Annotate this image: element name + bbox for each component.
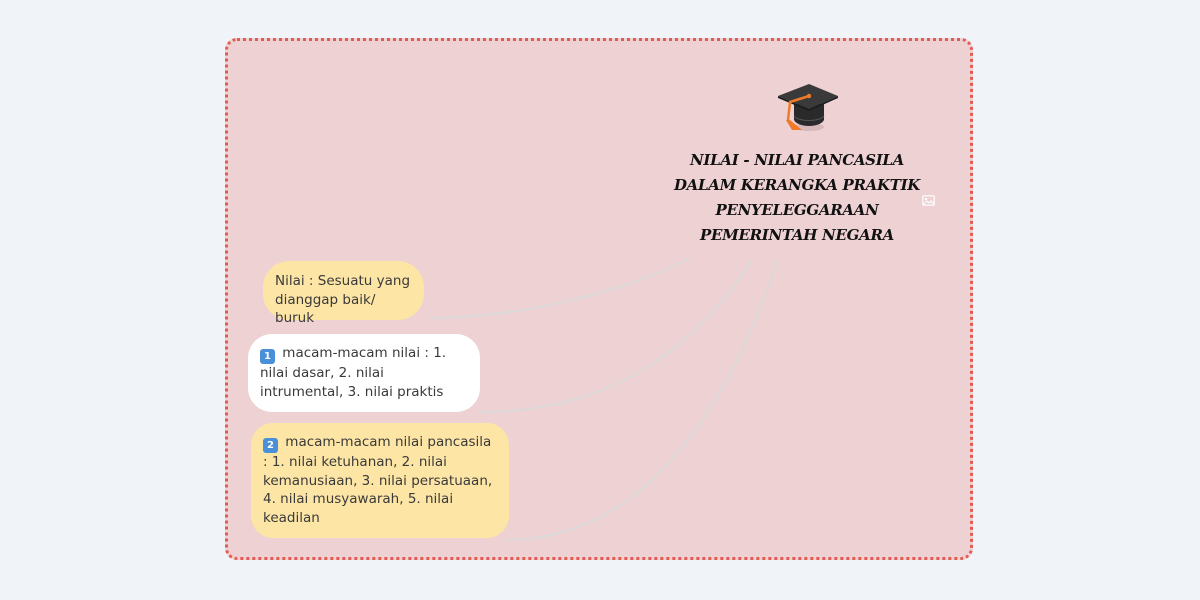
topic-node-macam-nilai[interactable] xyxy=(248,334,480,412)
topic-node-nilai[interactable] xyxy=(263,261,424,326)
keycap-1-icon: 1 xyxy=(260,349,275,364)
central-topic[interactable] xyxy=(668,148,926,248)
keycap-2-icon: 2 xyxy=(263,438,278,453)
central-topic-line: PENYELEGGARAAN xyxy=(715,201,879,219)
topic-node-macam-nilai-pancasila[interactable] xyxy=(251,423,509,538)
image-icon[interactable] xyxy=(922,191,935,202)
graduation-cap-icon xyxy=(776,80,840,136)
central-topic-line: NILAI - NILAI PANCASILA xyxy=(690,151,904,169)
topic-text: macam-macam nilai pancasila : 1. nilai ketuhanan, 2. nilai kemanusiaan, 3. nilai persatuaan, 4. nilai musyawarah, 5. nilai keadilan xyxy=(263,434,493,526)
central-topic-line: PEMERINTAH NEGARA xyxy=(700,226,894,244)
topic-text: macam-macam nilai : 1. nilai dasar, 2. nilai intrumental, 3. nilai praktis xyxy=(260,345,447,400)
central-topic-line: DALAM KERANGKA PRAKTIK xyxy=(673,176,921,194)
topic-text: Nilai : Sesuatu yang dianggap baik/ buruk xyxy=(275,273,411,326)
